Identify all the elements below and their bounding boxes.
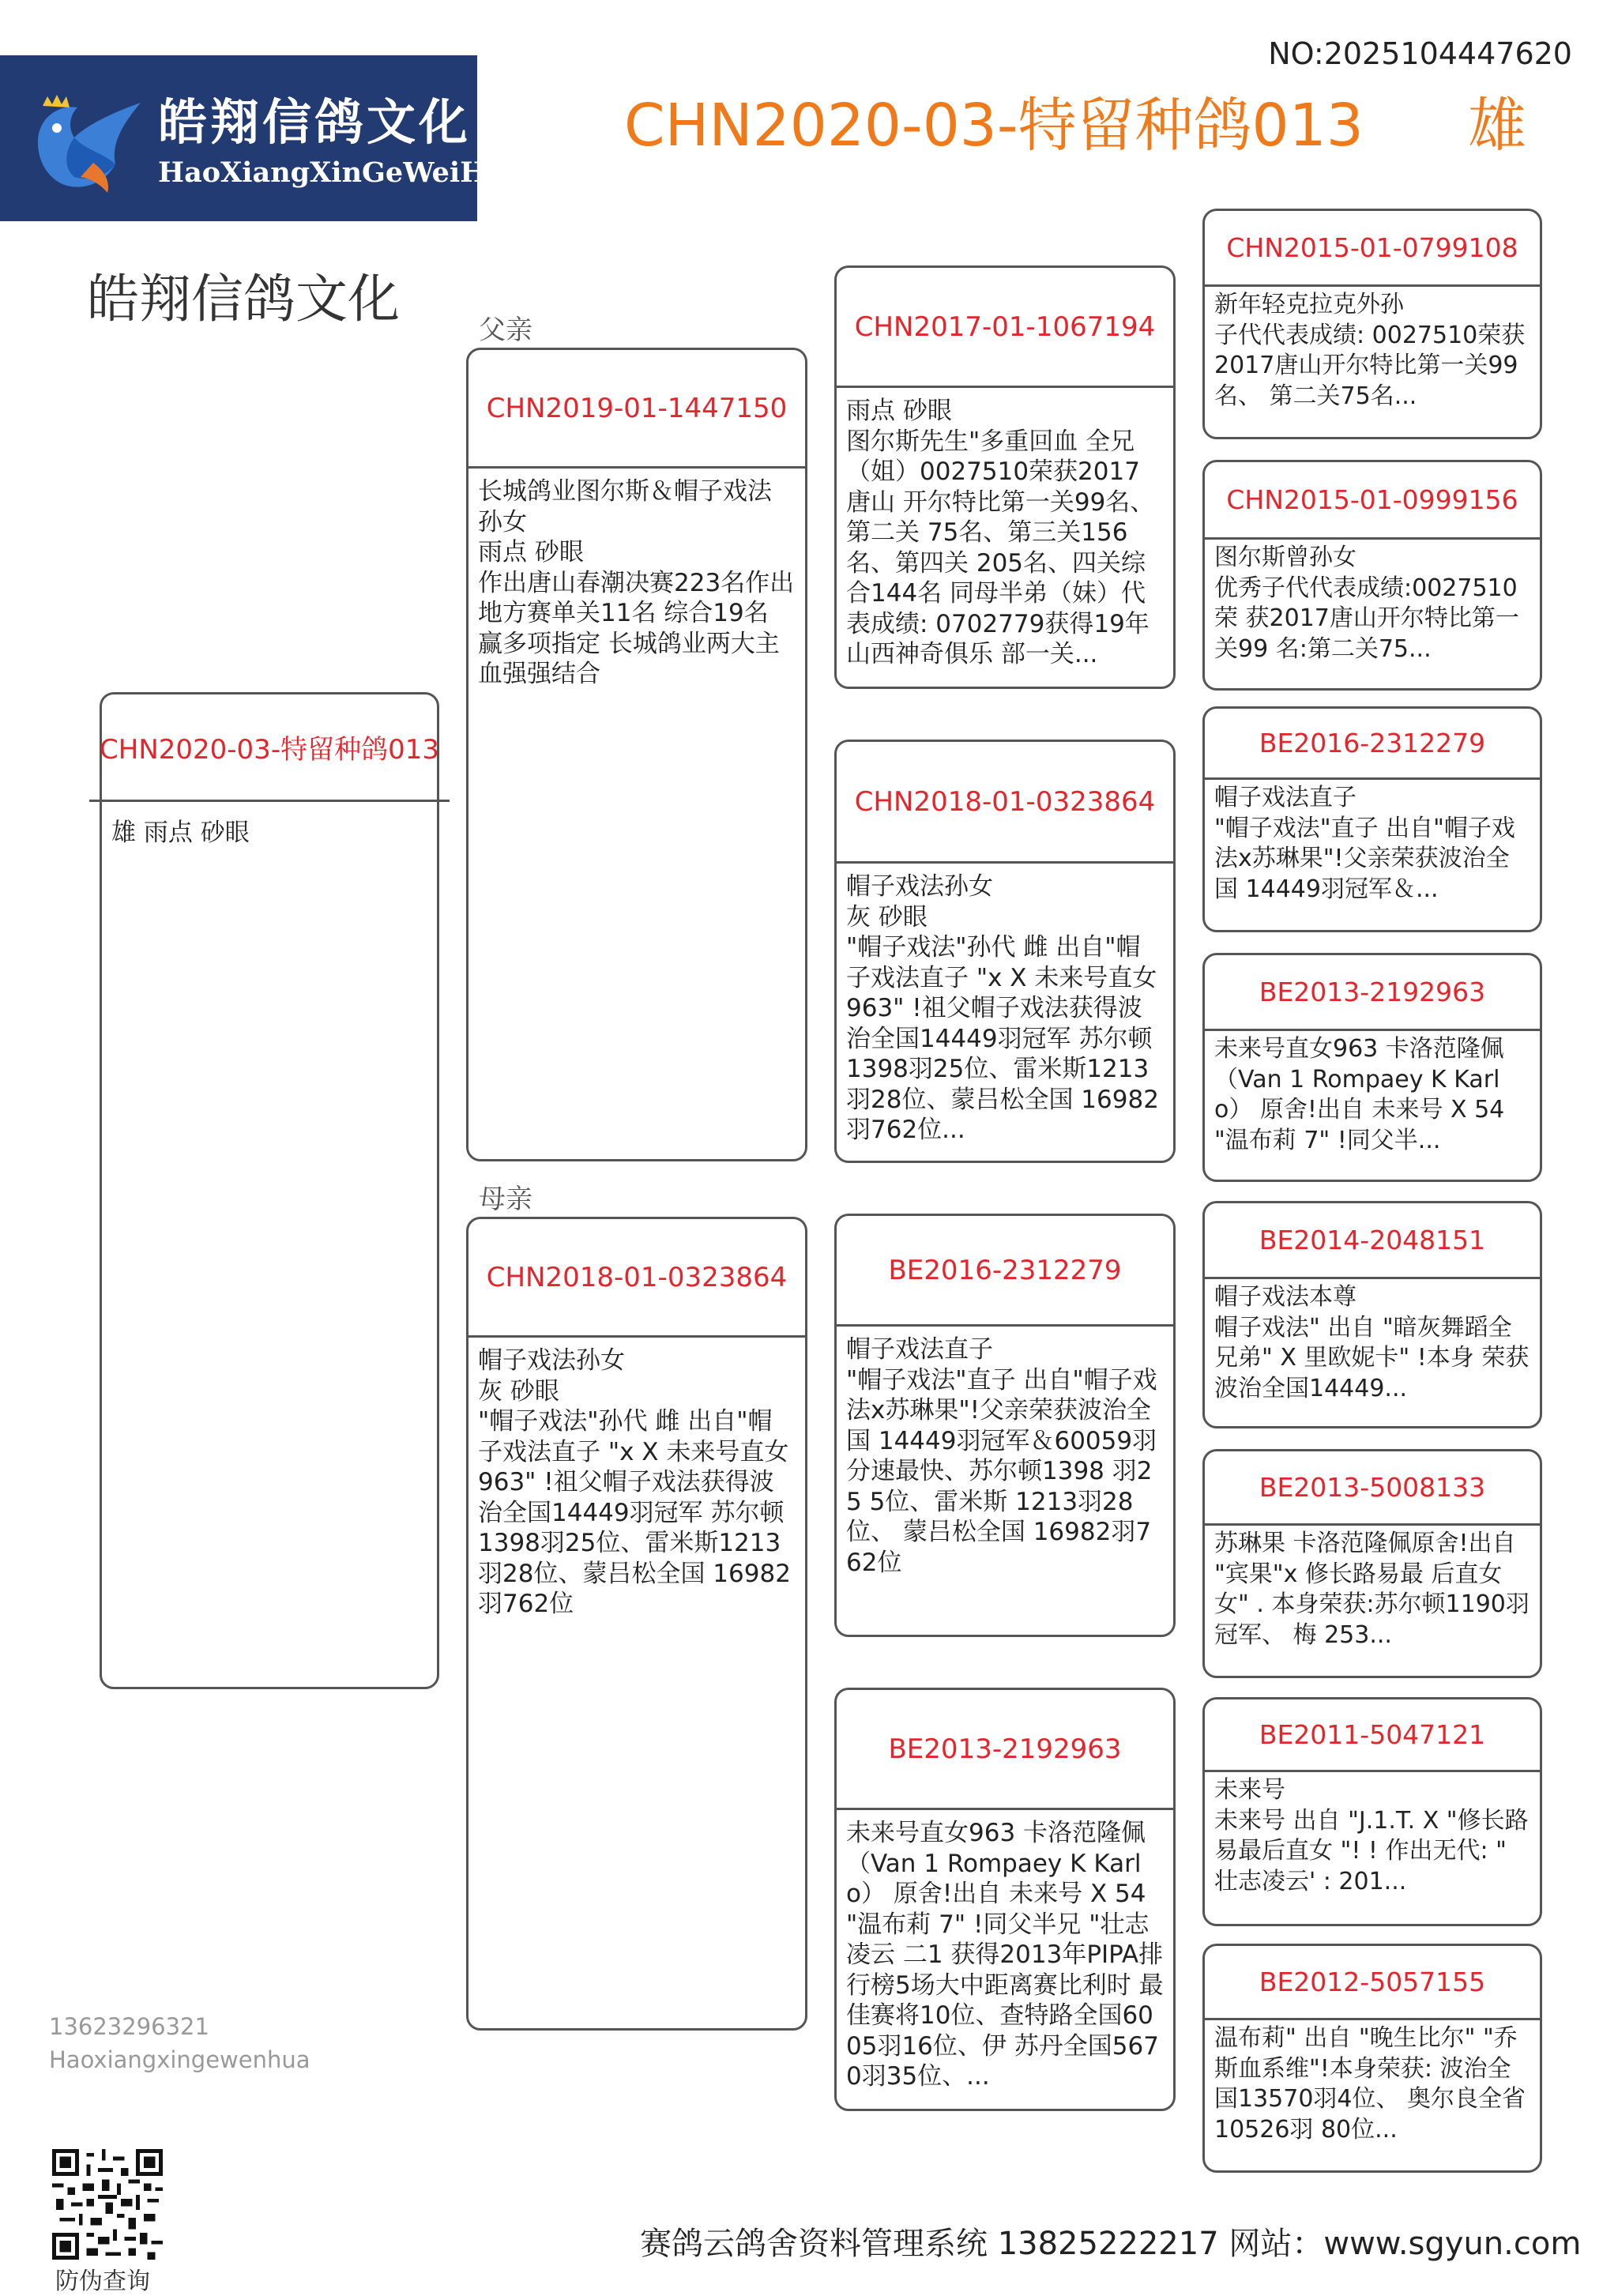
ancestor-card-3 [1202,706,1542,932]
ancestor-ring-7: BE2011-5047121 [1205,1699,1540,1772]
grandparent-ring-1: CHN2017-01-1067194 [837,268,1173,388]
footer-system-info: 赛鸽云鸽舍资料管理系统 13825222217 网站：www.sgyun.com [640,2226,1582,2262]
subject-card [100,692,439,1689]
qr-code-icon[interactable] [52,2149,163,2260]
bird-logo-icon [22,87,156,198]
grandparent-info-3: 帽子戏法直子 "帽子戏法"直子 出自"帽子戏法x苏琳果"!父亲荣获波治全国 14449羽冠军＆60059羽分速最快、苏尔顿1398 羽25 5位、雷米斯 1213羽28位、 蒙吕松全国 16982羽762位 [846,1335,1157,1577]
grandparent-info-4: 未来号直女963 卡洛范隆佩 （Van 1 Rompaey K Karlo） 原舍!出自 未来号 X 54 "温布莉 7" !同父半兄 "壮志凌云 二1 获得2013年PIPA排行榜5场大中距离赛比利时 最佳赛将10位、查特路全国6005羽16位、伊 苏丹全国5670羽35位、... [846,1819,1164,2091]
ancestor-ring-4: BE2013-2192963 [1205,955,1540,1031]
mother-label: 母亲 [479,1184,532,1215]
mother-info: 帽子戏法孙女 灰 砂眼 "帽子戏法"孙代 雌 出自"帽子戏法直子 "x X 未来号直女963" !祖父帽子戏法获得波治全国14449羽冠军 苏尔顿1398羽25位、雷米斯1213羽28位、蒙吕松全国 16982羽762位 [478,1346,791,1618]
ancestor-card-6 [1202,1449,1542,1678]
grandparent-card-3 [834,1214,1176,1637]
ancestor-info-8: 温布莉" 出自 "晚生比尔" "乔斯血系维"!本身荣获: 波治全国13570羽4位、 奥尔良全省10526羽 80位... [1214,2024,1526,2144]
ancestor-ring-5: BE2014-2048151 [1205,1203,1540,1279]
ancestor-card-8 [1202,1944,1542,2173]
ancestor-info-1: 新年轻克拉克外孙 子代代表成绩: 0027510荣获 2017唐山开尔特比第一关99 名、 第二关75名... [1214,291,1526,410]
ancestor-info-2: 图尔斯曾孙女 优秀子代代表成绩:0027510荣 获2017唐山开尔特比第一关99 名:第二关75... [1214,544,1519,663]
ancestor-card-4 [1202,953,1542,1182]
contact-website: Haoxiangxingewenhua [49,2046,310,2073]
ancestor-info-4: 未来号直女963 卡洛范隆佩 （Van 1 Rompaey K Karlo） 原舍!出自 未来号 X 54 "温布莉 7" !同父半... [1214,1035,1505,1154]
grandparent-info-2: 帽子戏法孙女 灰 砂眼 "帽子戏法"孙代 雌 出自"帽子戏法直子 "x X 未来号直女963" !祖父帽子戏法获得波治全国14449羽冠军 苏尔顿1398羽25位、雷米斯1213羽28位、蒙吕松全国 16982羽762位... [846,872,1159,1144]
pedigree-sex: 雄 [1468,92,1526,160]
ancestor-ring-2: CHN2015-01-0999156 [1205,462,1540,540]
father-label: 父亲 [479,314,532,346]
grandparent-info-1: 雨点 砂眼 图尔斯先生"多重回血 全兄（姐）0027510荣获2017唐山 开尔特比第一关99名、第二关 75名、第三关156名、第四关 205名、四关综合144名 同母半弟（妹）代表成绩: 0702779获得19年山西神奇俱乐 部一关... [846,397,1155,668]
ancestor-ring-1: CHN2015-01-0799108 [1205,211,1540,287]
grandparent-ring-3: BE2016-2312279 [837,1216,1173,1327]
anti-fake-label: 防伪查询 [55,2268,150,2295]
father-ring: CHN2019-01-1447150 [468,350,805,469]
ancestor-info-5: 帽子戏法本尊 帽子戏法" 出自 "暗灰舞蹈全兄弟" X 里欧妮卡" !本身 荣获波治全国14449... [1214,1283,1530,1402]
document-number: NO:2025104447620 [1268,36,1572,71]
brand-name: 皓翔信鸽文化 [87,269,400,329]
ancestor-ring-3: BE2016-2312279 [1205,709,1540,780]
ancestor-info-7: 未来号 未来号 出自 "J.1.T. X "修长路易最后直女 "! ! 作出无代: " 壮志凌云' : 201... [1214,1776,1529,1895]
mother-card [466,1217,807,2031]
ancestor-info-3: 帽子戏法直子 "帽子戏法"直子 出自"帽子戏法x苏琳果"!父亲荣获波治全国 14449羽冠军＆... [1214,784,1515,903]
logo-en-text: HaoXiangXinGeWeiHua [158,156,525,189]
ancestor-card-2 [1202,460,1542,691]
grandparent-ring-2: CHN2018-01-0323864 [837,742,1173,864]
grandparent-ring-4: BE2013-2192963 [837,1690,1173,1810]
subject-ring: CHN2020-03-特留种鸽013 [89,694,450,802]
grandparent-card-4 [834,1688,1176,2111]
ancestor-card-1 [1202,209,1542,439]
grandparent-card-2 [834,740,1176,1163]
ancestor-info-6: 苏琳果 卡洛范隆佩原舍!出自 "宾果"x 修长路易最 后直女 女" . 本身荣获:苏尔顿1190羽冠军、 梅 253... [1214,1530,1530,1649]
father-card [466,348,807,1161]
mother-ring: CHN2018-01-0323864 [468,1219,805,1338]
logo-cn-text: 皓翔信鸽文化 [158,93,472,151]
ancestor-ring-6: BE2013-5008133 [1205,1451,1540,1526]
grandparent-card-1 [834,265,1176,689]
ancestor-card-5 [1202,1201,1542,1428]
contact-phone: 13623296321 [49,2013,209,2040]
subject-info: 雄 雨点 砂眼 [111,819,250,847]
ancestor-card-7 [1202,1697,1542,1926]
ancestor-ring-8: BE2012-5057155 [1205,1946,1540,2020]
pedigree-title: CHN2020-03-特留种鸽013 [624,92,1364,160]
father-info: 长城鸽业图尔斯＆帽子戏法孙女 雨点 砂眼 作出唐山春潮决赛223名作出地方赛单关11名 综合19名 赢多项指定 长城鸽业两大主血强强结合 [478,477,795,688]
